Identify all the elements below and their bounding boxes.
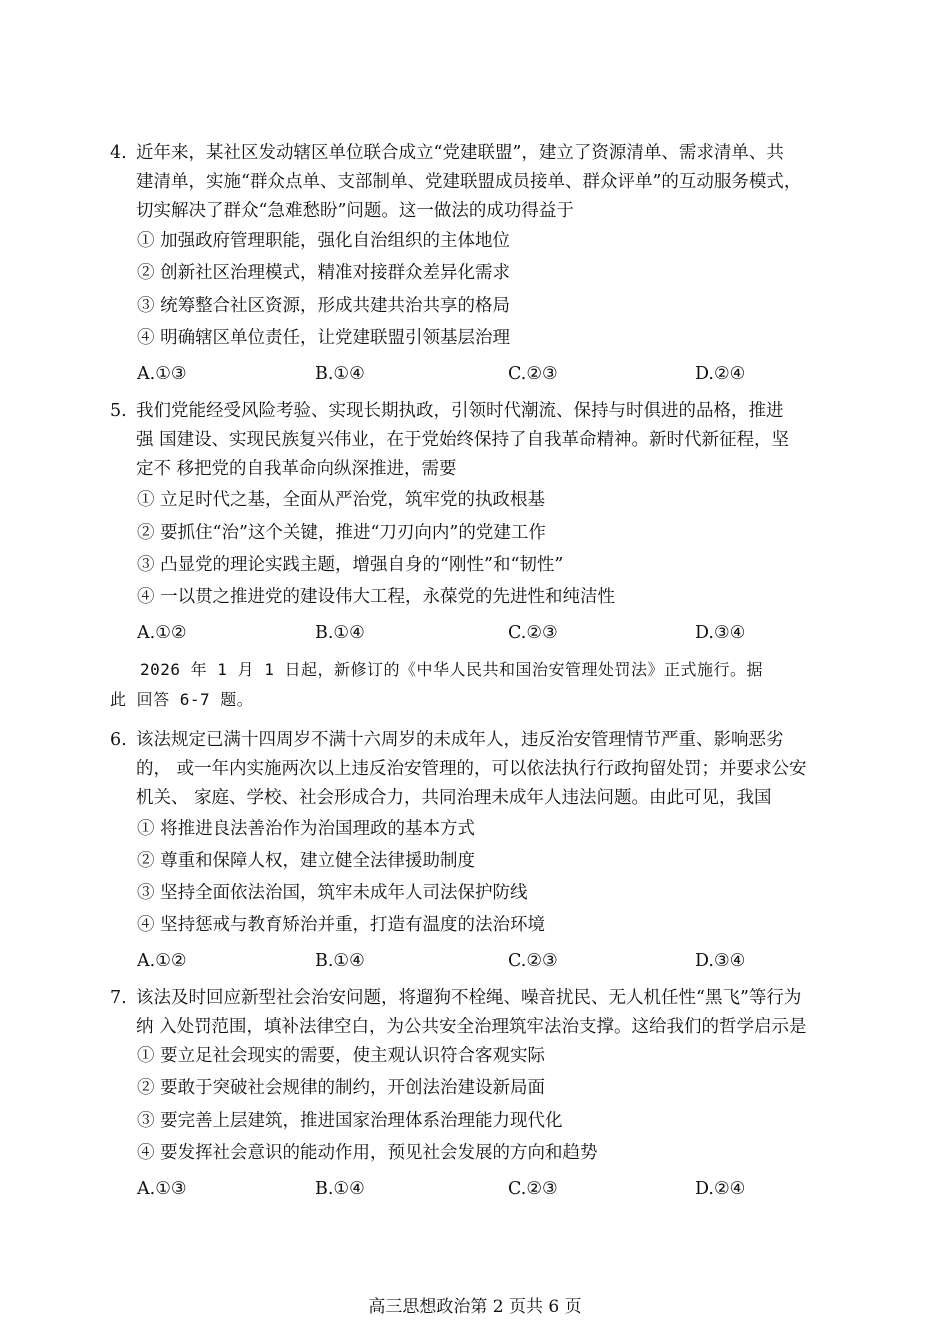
question-stem-line: 的， 或一年内实施两次以上违反治安管理的，可以依法执行行政拘留处罚；并要求公安 <box>136 759 807 779</box>
option-4: ④ 坚持惩戒与教育矫治并重，打造有温度的法治环境 <box>137 915 546 935</box>
option-1: ① 要立足社会现实的需要，使主观认识符合客观实际 <box>137 1046 546 1066</box>
option-3: ③ 凸显党的理论实践主题，增强自身的“刚性”和“韧性” <box>137 555 564 575</box>
question-number: 7. <box>110 988 127 1008</box>
option-2: ② 创新社区治理模式，精准对接群众差异化需求 <box>137 263 511 283</box>
option-3: ③ 坚持全面依法治国，筑牢未成年人司法保护防线 <box>137 883 528 903</box>
option-2: ② 尊重和保障人权，建立健全法律援助制度 <box>137 851 476 871</box>
answer-choice-a[interactable]: A.①③ <box>137 364 187 384</box>
question-5 <box>110 397 842 484</box>
question-number: 4. <box>110 143 127 163</box>
option-1: ① 立足时代之基，全面从严治党，筑牢党的执政根基 <box>137 490 546 510</box>
answer-choice-d[interactable]: D.③④ <box>695 623 746 643</box>
answer-choice-c[interactable]: C.②③ <box>508 623 558 643</box>
option-4: ④ 一以贯之推进党的建设伟大工程，永葆党的先进性和纯洁性 <box>137 587 616 607</box>
page-footer: 高三思想政治第 2 页共 6 页 <box>368 1297 582 1317</box>
answer-choice-d[interactable]: D.③④ <box>695 951 746 971</box>
question-stem-line: 切实解决了群众“急难愁盼”问题。这一做法的成功得益于 <box>136 201 574 221</box>
option-4: ④ 要发挥社会意识的能动作用，预见社会发展的方向和趋势 <box>137 1143 598 1163</box>
option-1: ① 加强政府管理职能，强化自治组织的主体地位 <box>137 231 511 251</box>
question-7 <box>110 984 842 1042</box>
question-stem-line: 该法规定已满十四周岁不满十六周岁的未成年人，违反治安管理情节严重、影响恶劣 <box>136 730 784 750</box>
material-intro-line: 2026 年 1 月 1 日起，新修订的《中华人民共和国治安管理处罚法》正式施行。据 <box>140 660 763 679</box>
option-3: ③ 要完善上层建筑，推进国家治理体系治理能力现代化 <box>137 1111 563 1131</box>
question-stem-line: 该法及时回应新型社会治安问题，将遛狗不栓绳、噪音扰民、无人机任性“黑飞”等行为 <box>136 988 802 1008</box>
answer-choice-c[interactable]: C.②③ <box>508 364 558 384</box>
option-2: ② 要敢于突破社会规律的制约，开创法治建设新局面 <box>137 1078 546 1098</box>
option-1: ① 将推进良法善治作为治国理政的基本方式 <box>137 819 476 839</box>
answer-choice-b[interactable]: B.①④ <box>315 951 365 971</box>
answer-choice-a[interactable]: A.①② <box>137 623 187 643</box>
question-stem-line: 我们党能经受风险考验、实现长期执政，引领时代潮流、保持与时俱进的品格，推进 <box>136 401 784 421</box>
question-stem-line: 近年来，某社区发动辖区单位联合成立“党建联盟”，建立了资源清单、需求清单、共 <box>136 143 784 163</box>
answer-choice-d[interactable]: D.②④ <box>695 364 746 384</box>
option-3: ③ 统筹整合社区资源，形成共建共治共享的格局 <box>137 296 511 316</box>
material-intro-line: 此 回答 6-7 题。 <box>110 690 254 709</box>
answer-choice-b[interactable]: B.①④ <box>315 364 365 384</box>
question-4 <box>110 139 842 226</box>
answer-choice-c[interactable]: C.②③ <box>508 951 558 971</box>
question-6 <box>110 726 842 813</box>
option-4: ④ 明确辖区单位责任，让党建联盟引领基层治理 <box>137 328 511 348</box>
question-number: 6. <box>110 730 127 750</box>
question-stem-line: 建清单，实施“群众点单、支部制单、党建联盟成员接单、群众评单”的互动服务模式， <box>136 172 802 192</box>
answer-choice-b[interactable]: B.①④ <box>315 1179 365 1199</box>
question-stem-line: 纳 入处罚范围，填补法律空白，为公共安全治理筑牢法治支撑。这给我们的哲学启示是 <box>136 1017 807 1037</box>
question-stem-line: 机关、 家庭、学校、社会形成合力，共同治理未成年人违法问题。由此可见，我国 <box>136 788 772 808</box>
answer-choice-b[interactable]: B.①④ <box>315 623 365 643</box>
question-number: 5. <box>110 401 127 421</box>
answer-choice-a[interactable]: A.①② <box>137 951 187 971</box>
question-stem-line: 定不 移把党的自我革命向纵深推进，需要 <box>136 459 457 479</box>
option-2: ② 要抓住“治”这个关键，推进“刀刃向内”的党建工作 <box>137 523 546 543</box>
answer-choice-c[interactable]: C.②③ <box>508 1179 558 1199</box>
material-intro <box>110 655 842 715</box>
answer-choice-a[interactable]: A.①③ <box>137 1179 187 1199</box>
question-stem-line: 强 国建设、实现民族复兴伟业，在于党始终保持了自我革命精神。新时代新征程，坚 <box>136 430 790 450</box>
answer-choice-d[interactable]: D.②④ <box>695 1179 746 1199</box>
